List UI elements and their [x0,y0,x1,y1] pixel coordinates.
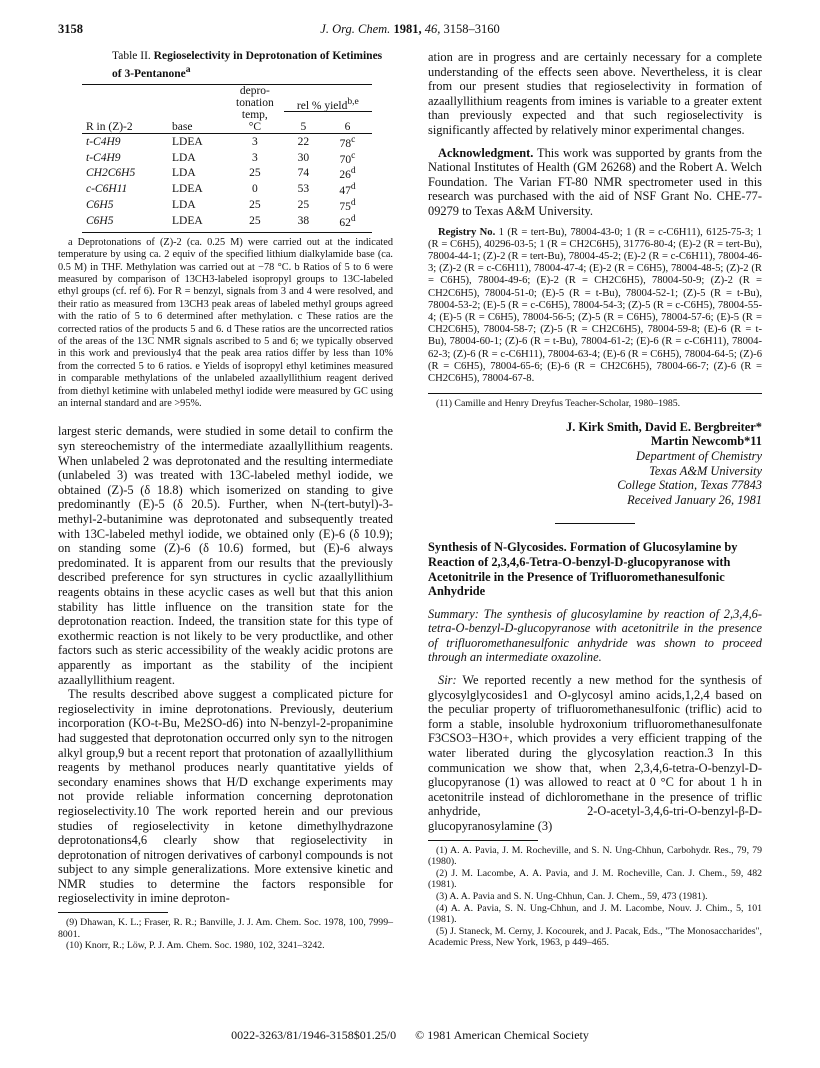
registry-text: 1 (R = tert-Bu), 78004-43-0; 1 (R = c-C6H11), 6125-75-3; 1 (R = C6H5), 40296-03-5; 1 (R = CH2C6H5), 31776-80-4; (E)-2 (R = tert-Bu), 78004-44-1; (Z)-2 (R = tert-Bu), 78004-45-2; (E)-2 (R = c-C6H11), 78004-46-3; (Z)-2 (R = c-C6H11), 78004-47-4; (E)-2 (R = C6H5), 78004-48-5; (Z)-2 (R = C6H5), 78004-49-6; (E)-2 (R = CH2C6H5), 78004-50-9; (Z)-2 (R = CH2C6H5), 78004-51-0; (E)-5 (R = t-Bu), 78004-52-1; (Z)-5 (R = t-Bu), 78004-53-2; (E)-5 (R = c-C6H5), 78004-54-3; (Z)-5 (R = c-C6H5), 78004-55-4; (E)-5 (R = C6H5), 78004-56-5; (Z)-5 (R = C6H5), 78004-57-6; (E)-5 (R = CH2C6H5), 78004-58-7; (Z)-5 (R = CH2C6H5), 78004-59-8; (E)-6 (R = t-Bu), 78004-60-1; (Z)-6 (R = t-Bu), 78004-61-2; (E)-6 (R = c-C6H11), 78004-62-3; (Z)-6 (R = c-C6H11), 78004-63-4; (E)-6 (R = C6H5), 78004-64-5; (Z)-6 (R = C6H5), 78004-65-6; (E)-6 (R = CH2C6H5), 78004-66-7; (Z)-6 (R = CH2C6H5), 78004-67-8. [428,226,763,384]
reference-10: (10) Knorr, R.; Löw, P. J. Am. Chem. Soc. 1980, 102, 3241–3242. [66,940,325,952]
footer-copyright: © 1981 American Chemical Society [415,1028,589,1042]
cell-base-value: LDEA [172,183,203,196]
cell-base-value: LDEA [172,214,203,227]
regioselectivity-table [82,84,372,233]
col-header-r: R in (Z)-2 [86,120,133,133]
cell-base-value: LDA [172,199,196,212]
acknowledgment [428,146,762,219]
col-header-temp-3: temp, [241,108,268,121]
cell-yield-6-value: 47 [339,185,351,198]
cell-base [168,197,226,213]
journal-volume: 46, [424,22,441,36]
col-header-6: 6 [344,120,351,133]
left-paragraph-2: The results described above suggest a complicated picture for regioselectivity in imine deprotonations. Previously, deuterium incorporation (KO-t-Bu, Me2SO-d6) into N-benzyl-2-propanimine had suggested that deprotonation occurred only syn to the nitrogen alkyl group,9 but a recent report that protonation of azaallyllithium reagents by methanol produces nearly quantitative yields of secondary enamines shows that H/D exchange experiments may not provide reliable information concerning deprotonation regioselectivity.10 The work reported herein and our previous studies of regioselectivity in ketone dimethylhydrazone deprotonations4,6 clearly show that regioselectivity in deprotonation of nitrogen derivatives of carbonyl compounds is not subject to any simple generalizations. More extensive kinetic and NMR studies to determine the factors responsible for regioselectivity in imine deproton- [58,687,393,906]
table-row [82,213,372,232]
cell-r-value: c-C6H11 [86,183,128,196]
cell-yield-6-value: 62 [339,216,351,229]
article-divider [555,523,635,524]
cell-yield-6 [323,165,372,181]
col-header-yield-label: rel % yield [296,99,348,112]
cell-yield-5-value: 38 [297,214,310,227]
notes-divider [428,393,762,394]
cell-yield-6 [323,133,372,149]
cell-temp-value: 3 [251,135,258,148]
left-column [58,50,393,952]
reference-9: (9) Dhawan, K. L.; Fraser, R. R.; Banville, J. J. Am. Chem. Soc. 1978, 100, 7999–8001. [58,917,393,940]
summary-label: Summary: [428,606,479,621]
table-row [82,150,372,166]
cell-yield-6-value: 70 [339,153,352,166]
cell-temp-value: 25 [249,199,261,212]
cell-yield-5-value: 30 [297,151,310,164]
cell-r-value: t-C4H9 [86,151,121,164]
registry-numbers [428,227,762,386]
table-row [82,165,372,181]
cell-yield-6 [323,150,372,166]
received-date: Received January 26, 1981 [627,492,762,507]
cell-yield-5 [284,165,323,181]
cell-r [82,133,168,149]
footnote-divider [58,912,168,913]
col-header-base: base [172,120,193,133]
cell-temp-value: 25 [249,214,261,227]
cell-r-value: C6H5 [86,214,114,227]
table-title-note: a [185,64,191,75]
col-header-temp-2: tonation [236,96,274,109]
cell-r [82,150,168,166]
cell-r-value: CH2C6H5 [86,167,136,180]
cell-base-value: LDA [172,151,196,164]
cell-base [168,165,226,181]
cell-yield-6 [323,181,372,197]
cell-base [168,150,226,166]
cell-yield-6 [323,197,372,213]
col-header-temp [226,84,284,133]
cell-yield-5 [284,213,323,232]
cell-temp-value: 3 [251,151,258,164]
summary [428,607,762,665]
article-title: Synthesis of N-Glycosides. Formation of Glucosylamine by Reaction of 2,3,4,6-Tetra-O-benzyl-D-glucopyranose with Acetonitrile in the Presence of Trifluoromethanesulfonic Anhydride [428,540,738,599]
sir-paragraph [428,673,762,834]
col-header-yield [284,84,372,112]
cell-base-value: LDA [172,167,196,180]
cell-yield-note: c [351,149,356,161]
col-header-5: 5 [300,120,307,133]
sir-text: We reported recently a new method for the synthesis of glycosylglycosides1 and O-glycosyl amino acids,1,2,4 based on the peculiar property of trifluoromethanesulfonic (triflic) acid to form a stable, insoluble hydroxonium trifluoromethanesulfonate F3CSO3−H3O+, which provides a very efficient trapping of the water liberated during the glycosylation reaction.3 In this communication we show that, when 2,3,4,6-tetra-O-benzyl-D-glucopyranose (1) was allowed to react at 0 °C for about 1 h in acetonitrile instead of dichloromethane in the presence of triflic anhydride, 2-O-acetyl-3,4,6-tri-O-benzyl-β-D-glucopyranosylamine (3) [428,673,763,834]
cell-temp-value: 0 [251,183,258,196]
col-header-temp-1: depro- [239,84,270,97]
cell-yield-5 [284,197,323,213]
registry-label: Registry No. [438,226,496,238]
cell-r [82,181,168,197]
page-footer [0,1028,820,1043]
cell-yield-6-value: 26 [339,169,351,182]
cell-yield-note: d [350,165,356,177]
table-row [82,133,372,149]
right-paragraph-1: ation are in progress and are certainly necessary for a complete understanding of the effects seen above. Nevertheless, it is clear from our present studies that regioselectivity in formation of azaallyllithium reagents from imines is variable to a greater extent than previously expected and that such regioselectivity is significantly affected by relatively minor experimental changes. [428,50,762,137]
page-number: 3158 [58,22,83,36]
cell-temp-value: 25 [249,167,261,180]
footer-code: 0022-3263/81/1946-3158$01.25/0 [231,1028,397,1042]
table-title: Regioselectivity in Deprotonation of Ketimines of 3-Pentanone [112,50,383,80]
reference-3: (3) A. A. Pavia and S. N. Ung-Chhun, Can. J. Chem., 59, 473 (1981). [436,890,708,902]
table-footnote: a Deprotonations of (Z)-2 (ca. 0.25 M) were carried out at the indicated temperature by using ca. 2 equiv of the specified lithium dialkylamide base (ca. 0.5 M) in THF. Methylation was carried out at −78 °C. b Ratios of 5 to 6 were measured by comparison of 13CH3-labeled isopropyl groups to 13C-labeled ethyl groups (cf. ref 6). For R = benzyl, signals from 3 and 4 were resolved, and their ratio as measured from 13CH3 peak areas of labeled methyl groups agreed with the ratio of 5 to 6 determined after methylation. c These ratios are the corrected ratios of the products 5 and 6. d These ratios are the uncorrected ratios of the areas of the 13C NMR signals ascribed to 5 and 6; we typically observed in this work and previously4 that the peak area ratios differ by less than 10% from the corrected 5 to 6 ratios. e Yields of isopropyl ethyl ketimines measured in comparable methylations of the unlabeled azaallyllithium reagent derived from diethyl ketimine with unlabeled methyl iodide were measured by GC using an internal standard and are >95%. [58,236,393,410]
cell-base [168,181,226,197]
cell-yield-5-value: 74 [297,167,310,180]
cell-temp [226,133,284,149]
journal-pages: 3158–3160 [443,22,500,36]
acknowledgment-label: Acknowledgment. [438,145,534,160]
cell-yield-6 [323,213,372,232]
authors-line-1: J. Kirk Smith, David E. Bergbreiter* [566,419,762,434]
cell-temp [226,181,284,197]
cell-base-value: LDEA [172,135,203,148]
authors-line-2: Martin Newcomb*11 [650,434,762,449]
journal-citation [58,22,762,37]
cell-yield-note: d [350,212,356,224]
cell-base [168,133,226,149]
table-label: Table II. [112,50,151,62]
cell-yield-6-value: 78 [339,137,352,150]
table-caption [112,50,393,81]
page-header [58,22,762,38]
cell-yield-6-value: 75 [339,200,351,213]
table-body [82,133,372,232]
cell-r [82,165,168,181]
cell-yield-note: d [350,197,356,209]
sir-label: Sir: [438,673,457,688]
cell-yield-note: c [351,133,356,145]
reference-2: (2) J. M. Lacombe, A. A. Pavia, and J. M. Rocheville, Can. J. Chem., 59, 482 (1981). [428,867,762,891]
cell-yield-note: d [350,181,356,193]
reference-1: (1) A. A. Pavia, J. M. Rocheville, and S. N. Ung-Chhun, Carbohydr. Res., 79, 79 (1980). [428,844,762,868]
note-11: (11) Camille and Henry Dreyfus Teacher-Scholar, 1980–1985. [436,398,681,410]
references-divider [428,840,538,841]
cell-yield-5-value: 22 [297,135,310,148]
table-row [82,181,372,197]
cell-r-value: t-C4H9 [86,135,121,148]
summary-text: The synthesis of glucosylamine by reaction of 2,3,4,6-tetra-O-benzyl-D-glucopyranose with acetonitrile in the presence of trifluoromethanesulfonic anhydride was shown to proceed through an intermediate oxazoline. [428,606,762,665]
cell-temp [226,165,284,181]
cell-r-value: C6H5 [86,199,114,212]
cell-temp [226,213,284,232]
cell-temp [226,150,284,166]
cell-r [82,197,168,213]
col-header-yield-note: b,e [347,95,359,107]
table-header [82,84,372,133]
affiliation-department: Department of Chemistry [636,448,762,463]
right-column [428,50,762,949]
journal-name: J. Org. Chem. [320,22,391,36]
left-paragraph-1: largest steric demands, were studied in some detail to confirm the syn stereochemistry of the intermediate azaallyllithium reagents. When unlabeled 2 was deprotonated and the resulting intermediate (unlabeled 3) was treated with 13C-labeled methyl iodide, we obtained (Z)-5 (δ 18.8) which isomerized on standing to give predominantly (E)-5 (δ 20.5). Further, when N-(tert-butyl)-3-methyl-2-butanimine was deprotonated and subsequently treated with 13C-labeled methyl iodide, we obtained only (E)-6 (δ 10.9); on standing some (Z)-6 (δ 10.6) formed, but (E)-6 always predominated. It is apparent from our results that the previously described preference for syn structures in cyclic azaallyllithium reagents obtains in these acyclic cases as well but that this anion stability has little influence on the transition state for the deprotonation reaction. Indeed, the transition state for this type of exothermic reaction is not likely to be very productlike, and other factors such as steric accessibility of the weakly acidic protons are apparently as important as the stability of the incipient azaallyllithium reagent. [58,424,393,687]
table-row [82,197,372,213]
reference-4: (4) A. A. Pavia, S. N. Ung-Chhun, and J. M. Lacombe, Nouv. J. Chim., 5, 101 (1981). [428,902,762,926]
journal-year: 1981, [393,22,422,36]
cell-yield-5 [284,133,323,149]
cell-yield-5 [284,181,323,197]
col-header-temp-4: °C [248,120,261,133]
acknowledgment-text: This work was supported by grants from the National Institutes of Health (GM 26268) and the Robert A. Welch Foundation. The Varian FT-80 NMR spectrometer used in this research was purchased with the aid of NSF Grant No. CHE-77-09279 to Texas A&M University. [428,145,762,218]
cell-yield-5-value: 25 [297,199,310,212]
cell-yield-5-value: 53 [297,183,310,196]
cell-yield-5 [284,150,323,166]
affiliation-university: Texas A&M University [649,463,762,478]
cell-temp [226,197,284,213]
affiliation-city: College Station, Texas 77843 [617,478,762,493]
reference-5: (5) J. Staneck, M. Cerny, J. Kocourek, and J. Pacak, Eds., "The Monosaccharides", Academic Press, New York, 1963, p 449–465. [428,925,762,949]
cell-base [168,213,226,232]
cell-r [82,213,168,232]
